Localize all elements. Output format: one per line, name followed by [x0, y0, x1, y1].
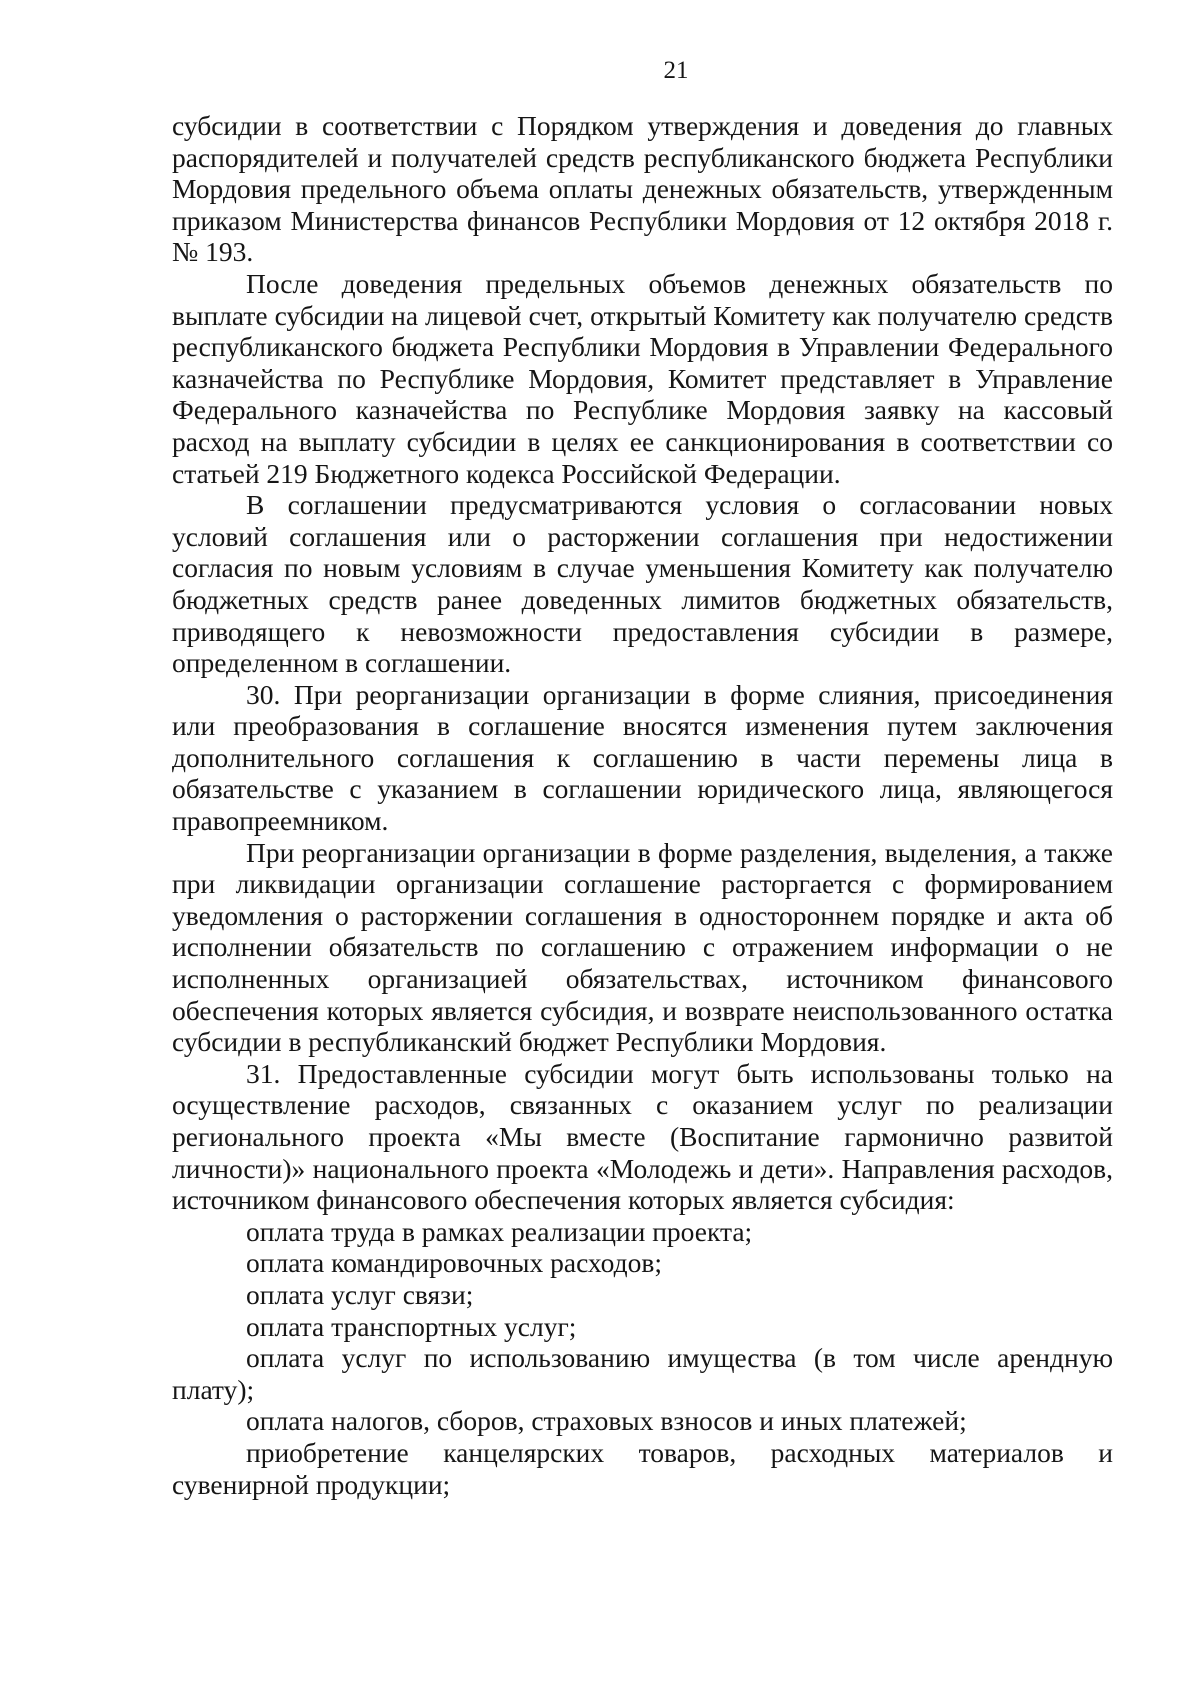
paragraph-subsidy-order: субсидии в соответствии с Порядком утверждения и доведения до главных распорядителей и получателей средств республиканского бюджета Республики Мордовия предельного объема оплаты денежных обязательств, утвержденным приказом Министерства финансов Республики Мордовия от 12 октября 2018 г. № 193.	[172, 110, 1113, 268]
paragraph-reorganization-termination: При реорганизации организации в форме разделения, выделения, а также при ликвидации организации соглашение расторгается с формированием уведомления о расторжении соглашения в одностороннем порядке и акта об исполнении обязательств по соглашению с отражением информации о не исполненных организацией обязательствах, источником финансового обеспечения которых является субсидия, и возврате неиспользованного остатка субсидии в республиканский бюджет Республики Мордовия.	[172, 836, 1113, 1058]
list-item: оплата услуг по использованию имущества (в том числе арендную плату);	[172, 1342, 1113, 1405]
document-body	[172, 110, 1113, 1500]
list-item: оплата транспортных услуг;	[246, 1310, 577, 1342]
list-item: оплата труда в рамках реализации проекта;	[246, 1215, 753, 1247]
paragraph-clause-30: 30. При реорганизации организации в форме слияния, присоединения или преобразования в соглашение вносятся изменения путем заключения дополнительного соглашения к соглашению в части перемены лица в обязательстве с указанием в соглашении юридического лица, являющегося правопреемником.	[172, 678, 1113, 837]
expense-list	[172, 1216, 1113, 1500]
page-number	[0, 56, 1200, 86]
page-number-text: 21	[663, 57, 689, 84]
paragraph-clause-31: 31. Предоставленные субсидии могут быть использованы только на осуществление расходов, связанных с оказанием услуг по реализации регионального проекта «Мы вместе (Воспитание гармонично развитой личности)» национального проекта «Молодежь и дети». Направления расходов, источником финансового обеспечения которых является субсидия:	[172, 1057, 1113, 1216]
paragraph-treasury-request: После доведения предельных объемов денежных обязательств по выплате субсидии на лицевой счет, открытый Комитету как получателю средств республиканского бюджета Республики Мордовия в Управлении Федерального казначейства по Республике Мордовия, Комитет представляет в Управление Федерального казначейства по Республике Мордовия заявку на кассовый расход на выплату субсидии в целях ее санкционирования в соответствии со статьей 219 Бюджетного кодекса Российской Федерации.	[172, 267, 1113, 489]
list-item: оплата услуг связи;	[246, 1278, 474, 1310]
paragraph-agreement-conditions: В соглашении предусматриваются условия о согласовании новых условий соглашения или о расторжении соглашения при недостижении согласия по новым условиям в случае уменьшения Комитету как получателю бюджетных средств ранее доведенных лимитов бюджетных обязательств, приводящего к невозможности предоставления субсидии в размере, определенном в соглашении.	[172, 489, 1113, 679]
list-item: оплата налогов, сборов, страховых взносов и иных платежей;	[246, 1405, 967, 1437]
list-item: оплата командировочных расходов;	[246, 1247, 662, 1279]
list-item: приобретение канцелярских товаров, расходных материалов и сувенирной продукции;	[172, 1436, 1113, 1500]
